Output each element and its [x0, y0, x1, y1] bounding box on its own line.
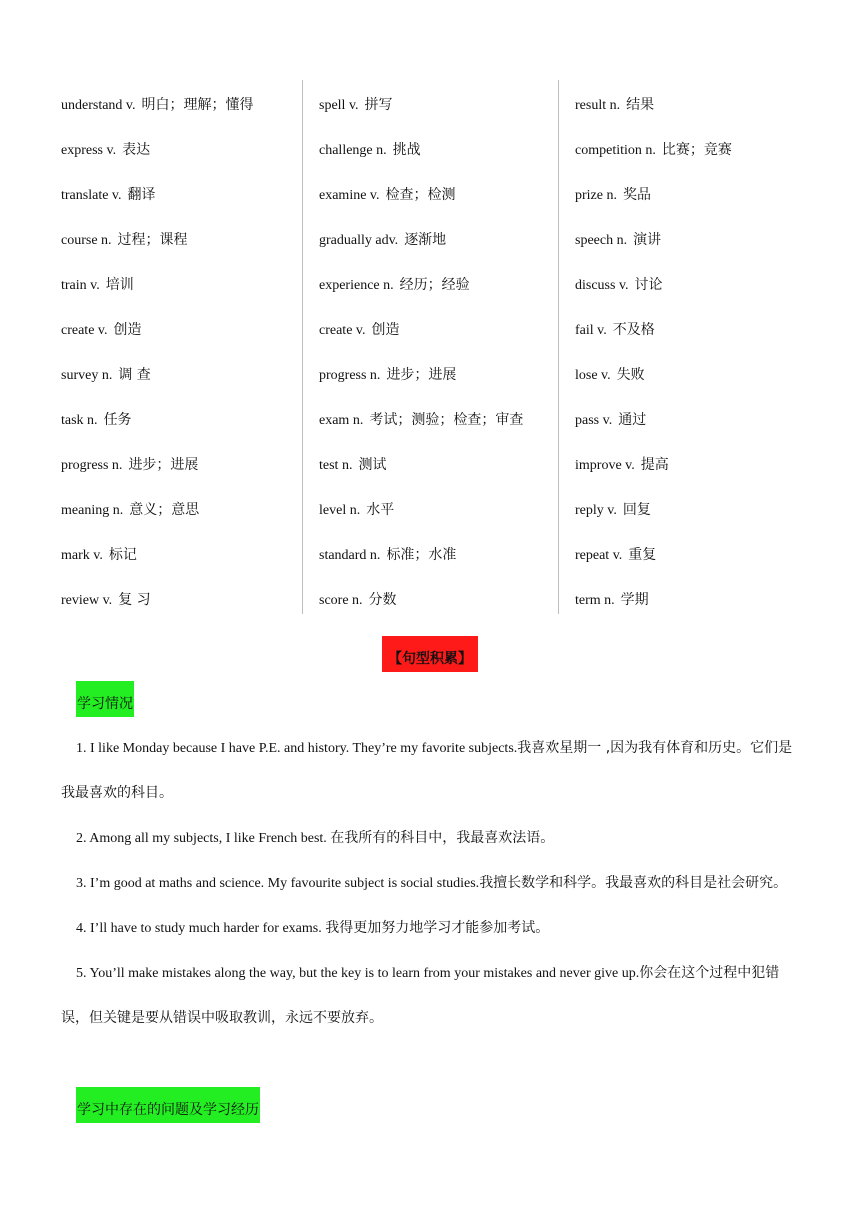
vocab-item — [319, 308, 558, 353]
vocab-item — [319, 83, 558, 128]
vocab-meaning: 重复 — [628, 547, 657, 563]
vocab-meaning: 演讲 — [633, 232, 662, 248]
vocabulary-table — [46, 80, 814, 614]
vocab-item — [319, 443, 558, 488]
vocab-word: speech n. — [575, 233, 628, 248]
vocab-word: repeat v. — [575, 548, 623, 563]
vocab-word: improve v. — [575, 458, 635, 473]
vocab-item — [319, 353, 558, 398]
vocab-item — [319, 578, 558, 623]
sentence-item — [61, 951, 806, 1041]
vocab-item — [319, 488, 558, 533]
vocab-item — [61, 173, 302, 218]
vocab-meaning: 表达 — [122, 142, 151, 158]
sentence-list — [61, 726, 806, 1041]
vocab-meaning: 水平 — [366, 502, 395, 518]
vocab-item — [61, 443, 302, 488]
sentence-english: 2. Among all my subjects, I like French best. — [76, 831, 331, 846]
vocab-meaning: 提高 — [640, 457, 669, 473]
vocab-meaning: 通过 — [618, 412, 647, 428]
vocab-word: fail v. — [575, 323, 607, 338]
vocab-meaning: 标记 — [108, 547, 137, 563]
vocab-word: result n. — [575, 98, 621, 113]
vocab-meaning: 创造 — [113, 322, 142, 338]
vocab-item — [575, 128, 814, 173]
vocab-meaning: 失败 — [616, 367, 645, 383]
section-heading-wrapper — [0, 636, 860, 672]
vocab-column-2 — [302, 80, 558, 614]
vocab-meaning: 进步；进展 — [128, 457, 199, 473]
vocab-column-3 — [558, 80, 814, 614]
vocab-item — [61, 353, 302, 398]
vocab-meaning: 讨论 — [634, 277, 663, 293]
vocab-column-1 — [46, 80, 302, 614]
sentence-chinese: 我喜欢星期一 ,因为我有体育和历史。它们是我最喜欢的科目。 — [61, 740, 793, 801]
vocab-meaning: 挑战 — [392, 142, 421, 158]
vocab-item — [575, 308, 814, 353]
sentence-item — [61, 906, 806, 951]
subheading-study-situation: 学习情况 — [76, 681, 134, 717]
vocab-meaning: 回复 — [622, 502, 651, 518]
sentence-item — [61, 861, 806, 906]
vocab-word: experience n. — [319, 278, 394, 293]
vocab-item — [319, 398, 558, 443]
vocab-item — [61, 263, 302, 308]
vocab-word: pass v. — [575, 413, 613, 428]
sentence-chinese: 我得更加努力地学习才能参加考试。 — [325, 920, 550, 936]
vocab-word: examine v. — [319, 188, 380, 203]
vocab-item — [61, 308, 302, 353]
sentence-item — [61, 726, 806, 816]
vocab-word: gradually adv. — [319, 233, 399, 248]
vocab-word: term n. — [575, 593, 615, 608]
vocab-word: test n. — [319, 458, 353, 473]
vocab-word: level n. — [319, 503, 361, 518]
vocab-word: discuss v. — [575, 278, 629, 293]
sentence-english: 1. I like Monday because I have P.E. and history. They’re my favorite subjects. — [76, 741, 518, 756]
vocab-item — [61, 533, 302, 578]
vocab-word: progress n. — [319, 368, 381, 383]
vocab-word: competition n. — [575, 143, 656, 158]
vocab-meaning: 意义；意思 — [129, 502, 200, 518]
vocab-meaning: 奖品 — [622, 187, 651, 203]
vocab-meaning: 分数 — [368, 592, 397, 608]
vocab-word: create v. — [319, 323, 366, 338]
vocab-item — [319, 263, 558, 308]
vocab-item — [575, 578, 814, 623]
vocab-item — [61, 218, 302, 263]
vocab-item — [61, 488, 302, 533]
vocab-meaning: 测试 — [358, 457, 387, 473]
vocab-word: standard n. — [319, 548, 381, 563]
vocab-word: survey n. — [61, 368, 113, 383]
vocab-item — [319, 218, 558, 263]
vocab-word: score n. — [319, 593, 363, 608]
vocab-meaning: 学期 — [620, 592, 649, 608]
vocab-meaning: 不及格 — [612, 322, 655, 338]
vocab-meaning: 调 查 — [118, 367, 151, 383]
vocab-item — [61, 83, 302, 128]
vocab-word: progress n. — [61, 458, 123, 473]
vocab-item — [575, 353, 814, 398]
vocab-meaning: 考试；测验；检查；审查 — [369, 412, 524, 428]
sentence-chinese: 你会在这个过程中犯错误，但关键是要从错误中吸取教训，永远不要放弃。 — [61, 965, 780, 1026]
vocab-meaning: 经历；经验 — [399, 277, 470, 293]
vocab-item — [575, 533, 814, 578]
vocab-word: course n. — [61, 233, 112, 248]
vocab-word: lose v. — [575, 368, 611, 383]
vocab-item — [575, 83, 814, 128]
vocab-word: train v. — [61, 278, 100, 293]
vocab-word: spell v. — [319, 98, 359, 113]
vocab-word: reply v. — [575, 503, 617, 518]
vocab-word: translate v. — [61, 188, 122, 203]
vocab-item — [575, 173, 814, 218]
vocab-word: challenge n. — [319, 143, 387, 158]
vocab-word: understand v. — [61, 98, 136, 113]
vocab-item — [61, 578, 302, 623]
sentence-item — [61, 816, 806, 861]
vocab-word: meaning n. — [61, 503, 124, 518]
sentence-english: 4. I’ll have to study much harder for exams. — [76, 921, 326, 936]
subheading-problems-experience: 学习中存在的问题及学习经历 — [76, 1087, 260, 1123]
vocab-meaning: 结果 — [626, 97, 655, 113]
vocab-item — [319, 128, 558, 173]
vocab-item — [61, 398, 302, 443]
vocab-meaning: 拼写 — [364, 97, 393, 113]
vocab-word: mark v. — [61, 548, 103, 563]
sentence-english: 5. You’ll make mistakes along the way, but the key is to learn from your mistakes and never give up. — [76, 966, 640, 981]
vocab-item — [575, 218, 814, 263]
sentence-english: 3. I’m good at maths and science. My favourite subject is social studies. — [76, 876, 480, 891]
vocab-meaning: 进步；进展 — [386, 367, 457, 383]
vocab-item — [319, 173, 558, 218]
vocab-item — [575, 263, 814, 308]
vocab-meaning: 任务 — [103, 412, 132, 428]
vocab-item — [575, 488, 814, 533]
vocab-item — [319, 533, 558, 578]
vocab-meaning: 比赛；竞赛 — [661, 142, 732, 158]
vocab-meaning: 逐渐地 — [404, 232, 447, 248]
vocab-word: prize n. — [575, 188, 617, 203]
vocab-meaning: 复 习 — [118, 592, 151, 608]
vocab-item — [575, 443, 814, 488]
sentence-chinese: 我擅长数学和科学。我最喜欢的科目是社会研究。 — [479, 875, 788, 891]
vocab-meaning: 翻译 — [127, 187, 156, 203]
vocab-word: task n. — [61, 413, 98, 428]
vocab-meaning: 标准；水准 — [386, 547, 457, 563]
vocab-word: create v. — [61, 323, 108, 338]
sentence-chinese: 在我所有的科目中，我最喜欢法语。 — [330, 830, 555, 846]
vocab-meaning: 过程；课程 — [117, 232, 188, 248]
vocab-meaning: 创造 — [371, 322, 400, 338]
vocab-word: exam n. — [319, 413, 364, 428]
vocab-meaning: 明白；理解；懂得 — [141, 97, 254, 113]
vocab-item — [575, 398, 814, 443]
vocab-meaning: 培训 — [105, 277, 134, 293]
vocab-meaning: 检查；检测 — [385, 187, 456, 203]
vocab-item — [61, 128, 302, 173]
vocab-word: express v. — [61, 143, 117, 158]
section-heading: 【句型积累】 — [382, 636, 478, 672]
vocab-word: review v. — [61, 593, 113, 608]
